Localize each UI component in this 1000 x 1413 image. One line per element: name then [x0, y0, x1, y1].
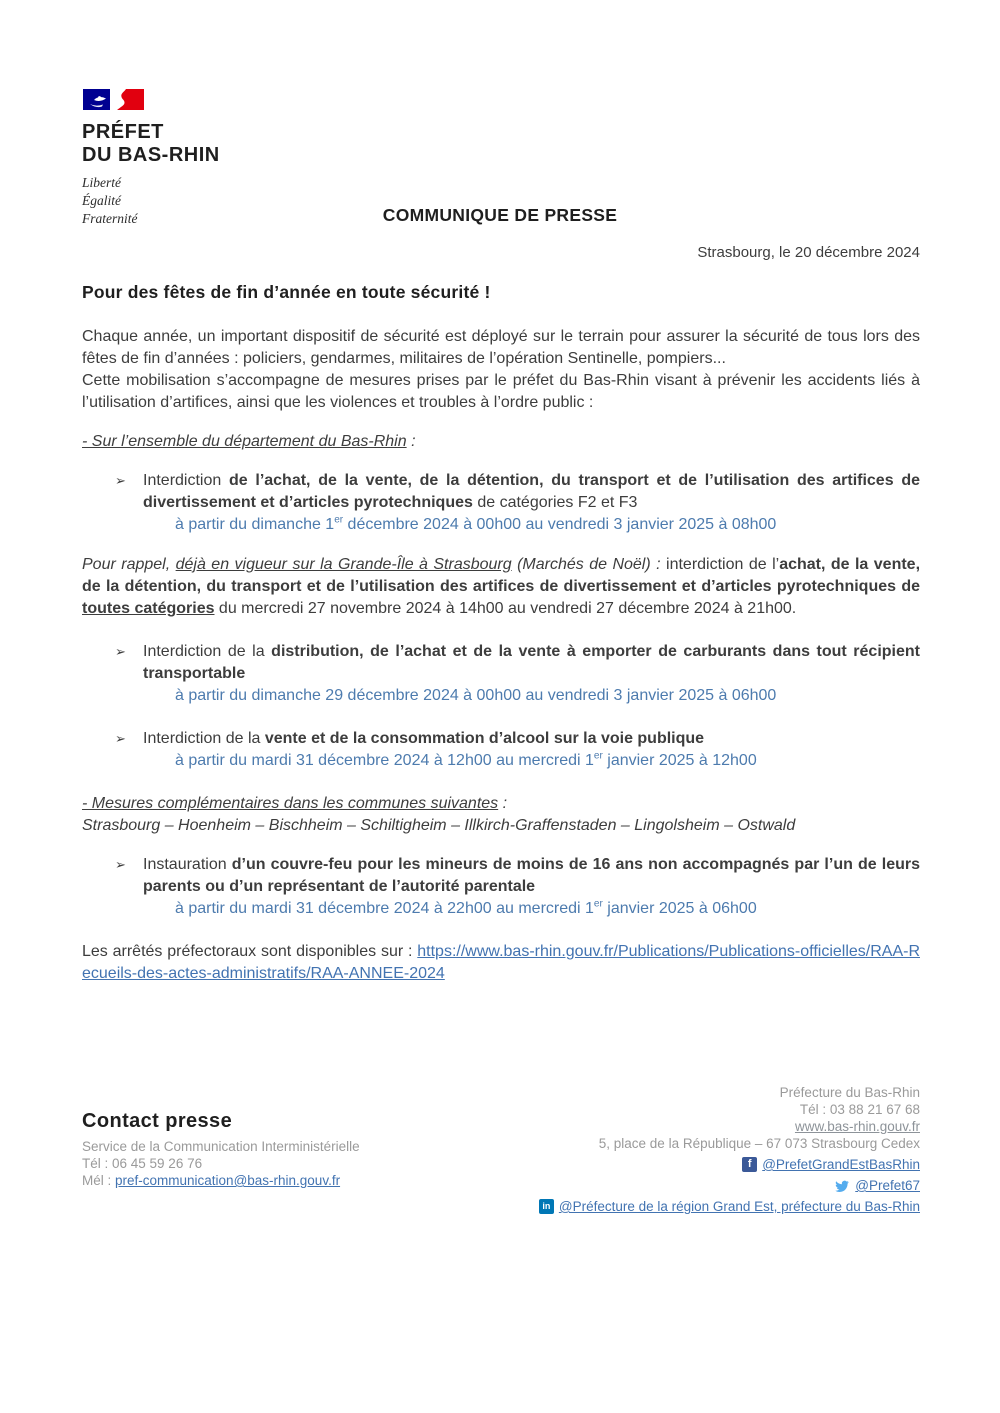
linkedin-link[interactable]: @Préfecture de la région Grand Est, préfecture du Bas-Rhin	[558, 1199, 920, 1214]
section-heading-communes: - Mesures complémentaires dans les communes suivantes :	[82, 795, 508, 812]
raa-publications-link[interactable]: https://www.bas-rhin.gouv.fr/Publications/Publications-officielles/RAA-Recueils-des-actes-administratifs/RAA-ANNEE-2024	[82, 943, 920, 982]
contact-service: Service de la Communication Interministérielle	[82, 1139, 360, 1154]
bullet-item-carburants	[115, 641, 920, 707]
intro-paragraph-2: Cette mobilisation s’accompagne de mesures prises par le préfet du Bas-Rhin visant à prévenir les accidents liés à l’utilisation d’artifices, ainsi que les violences et troubles à l’ordre public :	[82, 372, 920, 411]
brand-title: PRÉFET DU BAS-RHIN	[82, 121, 220, 166]
linkedin-row	[539, 1198, 920, 1215]
prefecture-info-block	[539, 1084, 920, 1215]
press-release-title: COMMUNIQUE DE PRESSE	[382, 205, 618, 225]
linkedin-icon: in	[539, 1199, 554, 1214]
arretes-paragraph: Les arrêtés préfectoraux sont disponibles sur : https://www.bas-rhin.gouv.fr/Publications/Publications-officielles/RAA-Recueils-des-actes-administratifs/RAA-ANNEE-2024	[82, 943, 920, 982]
chevron-bullet-icon: ➢	[115, 473, 126, 488]
prefecture-address: 5, place de la République – 67 073 Strasbourg Cedex	[598, 1136, 920, 1151]
date-range-carburants: à partir du dimanche 29 décembre 2024 à 00h00 au vendredi 3 janvier 2025 à 06h00	[175, 687, 777, 704]
communes-list: Strasbourg – Hoenheim – Bischheim – Schiltigheim – Illkirch-Graffenstaden – Lingolsheim – Ostwald	[82, 817, 796, 834]
date-range-couvre-feu: à partir du mardi 31 décembre 2024 à 22h00 au mercredi 1er janvier 2025 à 06h00	[175, 898, 757, 917]
date-range-alcool: à partir du mardi 31 décembre 2024 à 12h00 au mercredi 1er janvier 2025 à 12h00	[175, 750, 757, 769]
facebook-link[interactable]: @PrefetGrandEstBasRhin	[762, 1157, 920, 1172]
contact-email-link[interactable]: pref-communication@bas-rhin.gouv.fr	[115, 1173, 341, 1188]
bullet-text: Interdiction de l’achat, de la vente, de la détention, du transport et de l’utilisation des artifices de divertissement et d’articles pyrotechniques de catégories F2 et F3	[143, 472, 920, 511]
dateline: Strasbourg, le 20 décembre 2024	[697, 244, 920, 261]
contact-presse-heading: Contact presse	[82, 1110, 233, 1132]
chevron-bullet-icon: ➢	[115, 857, 126, 872]
facebook-icon: f	[742, 1157, 757, 1172]
document-body	[82, 281, 920, 985]
brand-motto: Liberté Égalité Fraternité	[82, 175, 138, 226]
contact-presse-block	[82, 1110, 360, 1189]
bullet-item-artifices	[115, 470, 920, 536]
recall-paragraph: Pour rappel, déjà en vigueur sur la Grande-Île à Strasbourg (Marchés de Noël) : interdiction de l’achat, de la vente, de la détention, du transport et de l’utilisation des artifices de divertissement et d’articles pyrotechniques de toutes catégories du mercredi 27 novembre 2024 à 14h00 au vendredi 27 décembre 2024 à 21h00.	[82, 556, 921, 617]
bullet-text: Instauration d’un couvre-feu pour les mineurs de moins de 16 ans non accompagnés par l’un de leurs parents ou d’un représentant de l’autorité parentale	[143, 856, 920, 895]
bullet-item-couvre-feu	[115, 854, 920, 920]
bullet-text: Interdiction de la vente et de la consommation d’alcool sur la voie publique	[143, 730, 705, 747]
twitter-link[interactable]: @Prefet67	[855, 1178, 920, 1193]
headline: Pour des fêtes de fin d’année en toute sécurité !	[82, 282, 491, 302]
contact-email-line: Mél : pref-communication@bas-rhin.gouv.fr	[82, 1173, 341, 1188]
prefecture-telephone: Tél : 03 88 21 67 68	[799, 1102, 920, 1117]
bullet-item-alcool	[115, 728, 920, 772]
prefecture-name: Préfecture du Bas-Rhin	[779, 1085, 920, 1100]
contact-telephone: Tél : 06 45 59 26 76	[82, 1156, 203, 1171]
section-heading-departement: - Sur l’ensemble du département du Bas-Rhin :	[82, 433, 416, 450]
facebook-row	[539, 1156, 920, 1173]
chevron-bullet-icon: ➢	[115, 731, 126, 746]
bullet-text: Interdiction de la distribution, de l’achat et de la vente à emporter de carburants dans tout récipient transportable	[143, 643, 920, 682]
marianne-flag-icon	[82, 88, 146, 118]
intro-paragraph-1: Chaque année, un important dispositif de sécurité est déployé sur le terrain pour assurer la sécurité de tous lors des fêtes de fin d’années : policiers, gendarmes, militaires de l’opération Sentinelle, pompiers...	[82, 328, 920, 367]
prefecture-website-link[interactable]: www.bas-rhin.gouv.fr	[794, 1119, 920, 1134]
twitter-icon	[833, 1178, 850, 1193]
date-range-artifices: à partir du dimanche 1er décembre 2024 à 00h00 au vendredi 3 janvier 2025 à 08h00	[175, 514, 777, 533]
twitter-row	[539, 1177, 920, 1194]
chevron-bullet-icon: ➢	[115, 644, 126, 659]
